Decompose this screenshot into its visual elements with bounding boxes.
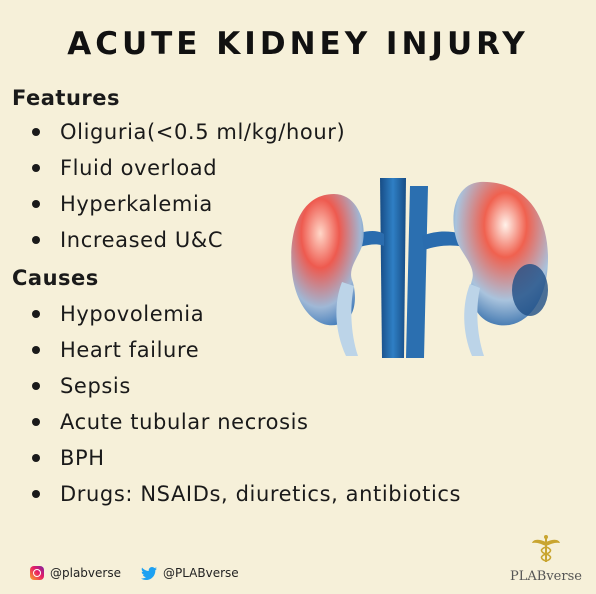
vena-cava: [380, 178, 406, 358]
cause-item: Acute tubular necrosis: [28, 404, 461, 440]
feature-item: Hyperkalemia: [28, 186, 345, 222]
kidney-illustration: [282, 172, 556, 362]
left-kidney: [291, 194, 363, 325]
cause-item: Heart failure: [28, 332, 461, 368]
cause-item: Drugs: NSAIDs, diuretics, antibiotics: [28, 476, 461, 512]
cause-item: Sepsis: [28, 368, 461, 404]
feature-item: Fluid overload: [28, 150, 345, 186]
cause-item: Hypovolemia: [28, 296, 461, 332]
instagram-handle: @plabverse: [50, 566, 121, 580]
aorta: [406, 186, 428, 358]
right-kidney-shadow: [512, 264, 548, 316]
feature-item: Increased U&C: [28, 222, 345, 258]
footer: [30, 566, 239, 580]
twitter-handle: @PLABverse: [162, 566, 239, 580]
instagram-icon: [30, 566, 44, 580]
features-heading: Features: [12, 86, 120, 110]
cause-item: BPH: [28, 440, 461, 476]
caduceus-icon: [531, 534, 561, 564]
page-title: ACUTE KIDNEY INJURY: [67, 26, 529, 62]
brand-logo: [504, 534, 588, 584]
causes-heading: Causes: [12, 266, 99, 290]
brand-name: PLABverse: [510, 569, 582, 584]
feature-item: Oliguria(<0.5 ml/kg/hour): [28, 114, 345, 150]
twitter-icon: [141, 567, 157, 580]
